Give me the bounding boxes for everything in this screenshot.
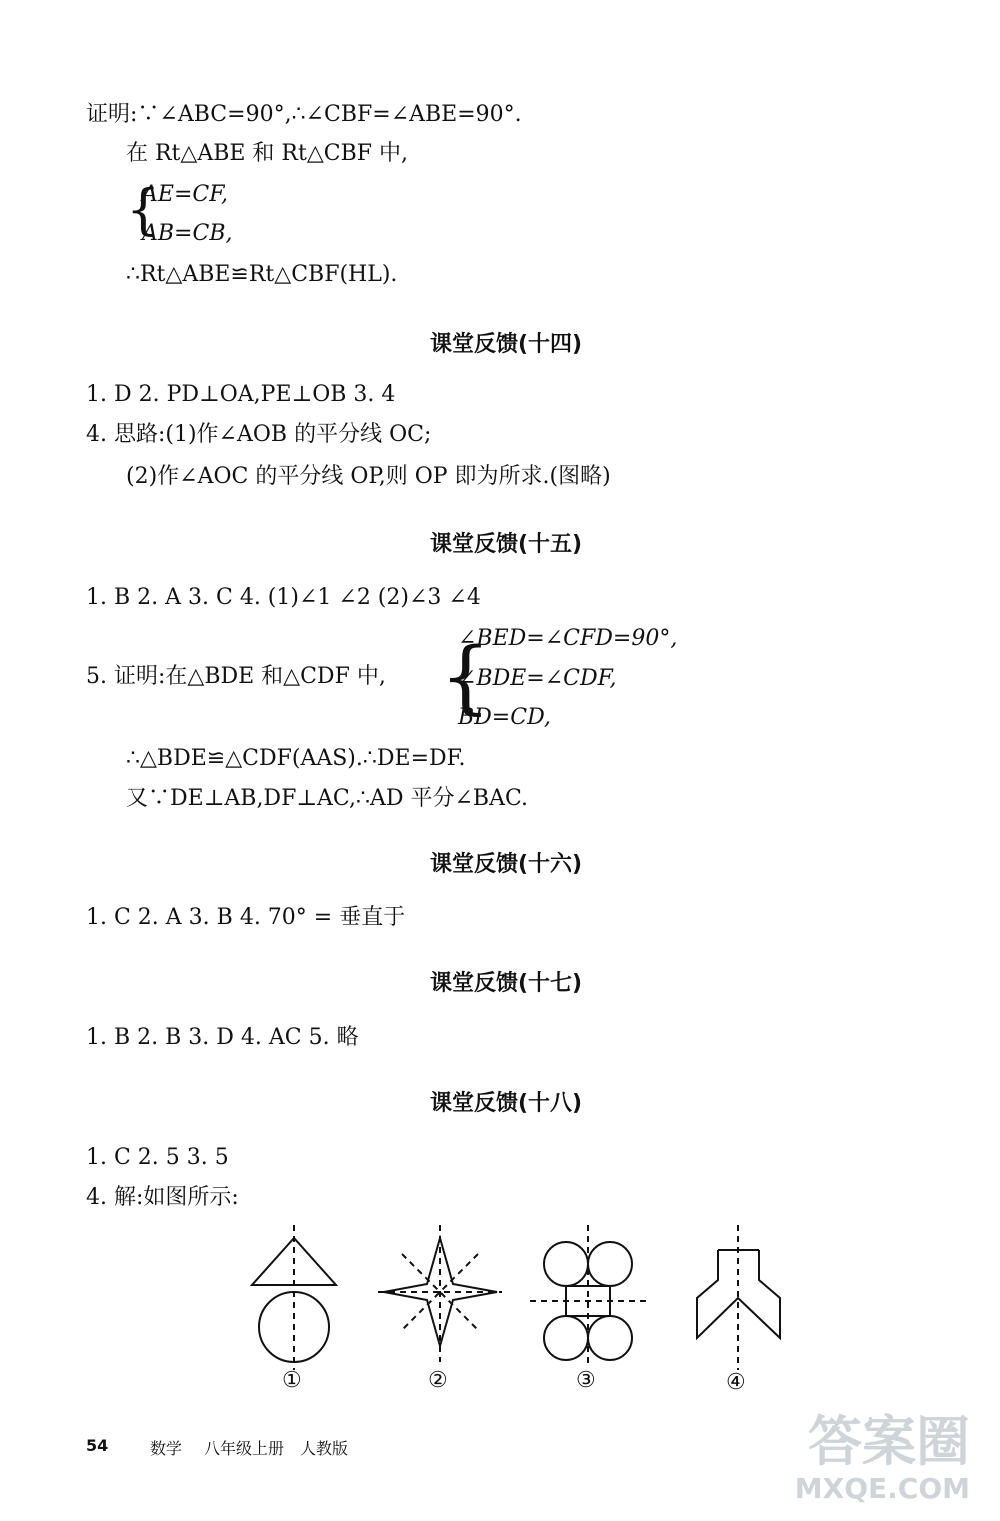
figure-3 [530, 1225, 648, 1365]
symmetry-figures [0, 1220, 1000, 1400]
figure-label: ④ [726, 1370, 746, 1395]
figure-4 [697, 1225, 780, 1370]
section-title: 课堂反馈(十七) [430, 971, 583, 996]
section-title: 课堂反馈(十六) [430, 852, 583, 877]
answer-line: 在 Rt△ABE 和 Rt△CBF 中, [126, 141, 408, 166]
answer-line: 1. B 2. B 3. D 4. AC 5. 略 [86, 1025, 359, 1050]
answer-line: 4. 思路:(1)作∠AOB 的平分线 OC; [86, 422, 432, 447]
answer-line: 又∵DE⊥AB,DF⊥AC,∴AD 平分∠BAC. [126, 786, 529, 811]
figure-1 [252, 1225, 336, 1370]
answer-line: 1. C 2. 5 3. 5 [86, 1145, 229, 1170]
brace: { [126, 178, 161, 241]
section-title: 课堂反馈(十四) [430, 332, 583, 357]
answer-line: 1. B 2. A 3. C 4. (1)∠1 ∠2 (2)∠3 ∠4 [86, 585, 481, 610]
answer-line: 1. D 2. PD⊥OA,PE⊥OB 3. 4 [86, 382, 396, 407]
figure-label: ③ [576, 1368, 596, 1393]
figure-2 [378, 1225, 502, 1362]
figure-label: ② [428, 1368, 448, 1393]
answer-line: AE=CF, [142, 182, 229, 207]
footer-edition: 人教版 [300, 1439, 349, 1458]
answer-line: 5. 证明:在△BDE 和△CDF 中, [86, 664, 386, 689]
answer-line: 1. C 2. A 3. B 4. 70° = 垂直于 [86, 905, 406, 930]
answer-line: ∠BDE=∠CDF, [458, 666, 617, 691]
answer-line: ∴Rt△ABE≌Rt△CBF(HL). [126, 262, 398, 287]
figure-label: ① [282, 1368, 302, 1393]
page-number: 54 [86, 1436, 109, 1455]
brace: { [440, 630, 491, 723]
answer-line: BD=CD, [458, 705, 551, 730]
section-title: 课堂反馈(十五) [430, 532, 583, 557]
watermark-url: MXQE.COM [794, 1472, 970, 1505]
answer-line: 证明:∵∠ABC=90°,∴∠CBF=∠ABE=90°. [86, 102, 522, 127]
watermark-title: 答案圈 [808, 1410, 970, 1473]
footer-subject: 数学 [150, 1439, 183, 1458]
watermark [794, 1410, 970, 1505]
footer-grade: 八年级上册 [204, 1439, 285, 1458]
answer-line: 4. 解:如图所示: [86, 1185, 239, 1210]
answer-line: ∠BED=∠CFD=90°, [458, 626, 678, 651]
answer-line: (2)作∠AOC 的平分线 OP,则 OP 即为所求.(图略) [126, 464, 611, 489]
section-title: 课堂反馈(十八) [430, 1091, 583, 1116]
answer-line: AB=CB, [142, 221, 233, 246]
answer-line: ∴△BDE≌△CDF(AAS).∴DE=DF. [126, 746, 466, 771]
